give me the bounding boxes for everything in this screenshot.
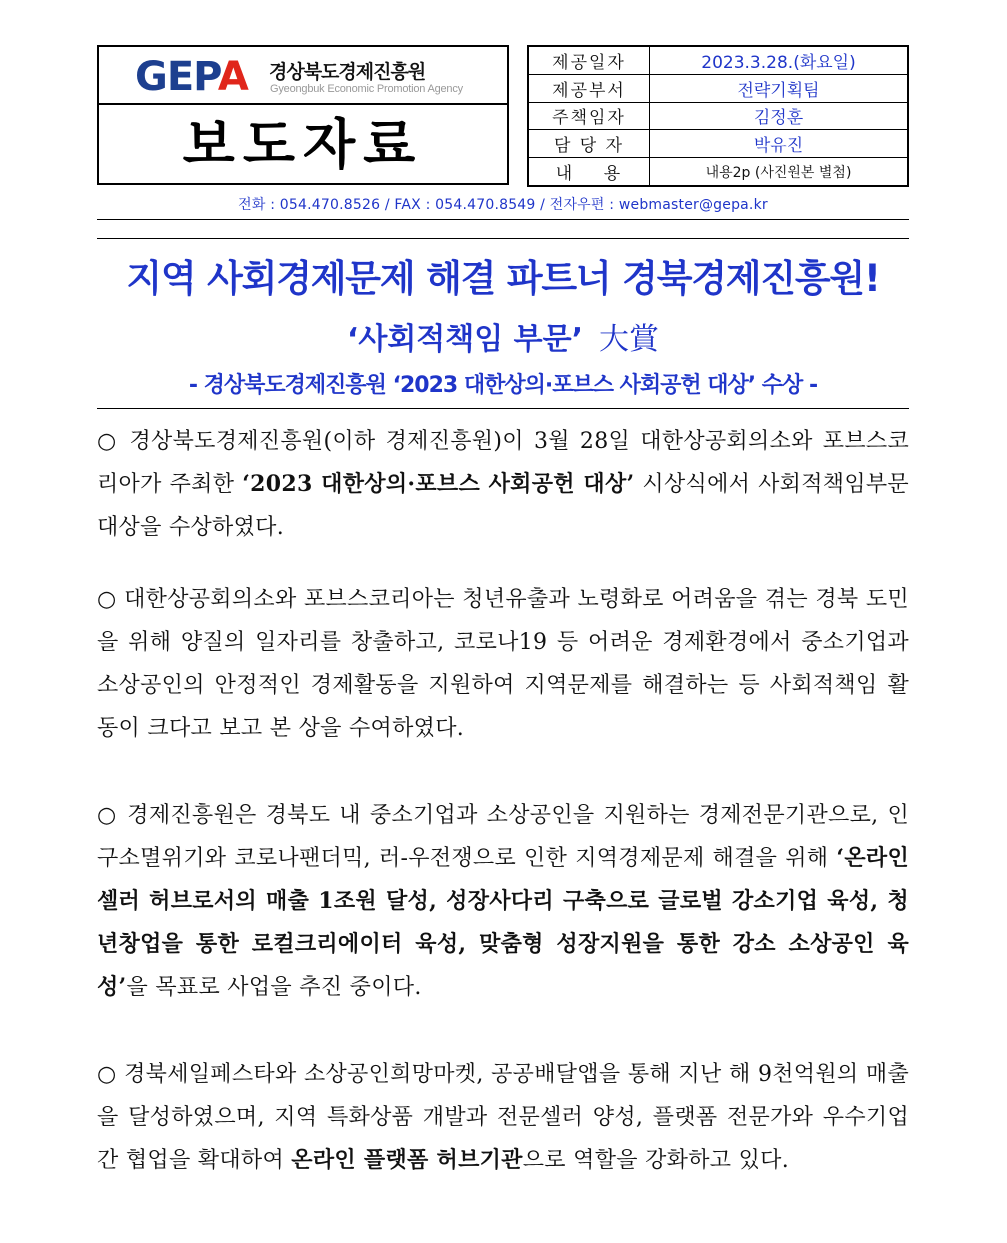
info-value: 전략기획팀 bbox=[650, 74, 909, 102]
info-row bbox=[528, 102, 908, 130]
info-row bbox=[528, 46, 908, 74]
info-value: 내용2p (사진원본 별첨) bbox=[650, 158, 909, 186]
info-key: 주책임자 bbox=[528, 102, 650, 130]
subheadline bbox=[97, 314, 909, 358]
body-paragraph bbox=[97, 420, 909, 549]
paragraph-text: 으로 역할을 강화하고 있다. bbox=[522, 1148, 789, 1173]
info-row bbox=[528, 130, 908, 158]
info-key: 제공부서 bbox=[528, 74, 650, 102]
info-value: 김정훈 bbox=[650, 102, 909, 130]
info-value: 2023.3.28.(화요일) bbox=[650, 46, 909, 74]
body-paragraph bbox=[97, 794, 909, 1009]
info-key: 담 당 자 bbox=[528, 130, 650, 158]
logo-area bbox=[99, 47, 507, 105]
gepa-logo: GEPA bbox=[135, 54, 248, 100]
logo-box bbox=[97, 45, 509, 185]
divider bbox=[97, 408, 909, 409]
tagline: - 경상북도경제진흥원 ‘2023 대한상의·포브스 사회공헌 대상’ 수상 - bbox=[188, 373, 818, 398]
release-info-table bbox=[527, 45, 909, 187]
paragraph-text: ○ 대한상공회의소와 포브스코리아는 청년유출과 노령화로 어려움을 겪는 경북 도민을 위해 양질의 일자리를 창출하고, 코로나19 등 어려운 경제환경에서 중소기업과 소상공인의 안정적인 경제활동을 지원하여 지역문제를 해결하는 등 사회적책임 활동이 크다고 보고 본 상을 수여하였다. bbox=[97, 587, 909, 741]
divider bbox=[97, 219, 909, 220]
info-row bbox=[528, 74, 908, 102]
paragraph-text: 을 목표로 사업을 추진 중이다. bbox=[126, 975, 422, 1000]
contact-line: 전화 : 054.470.8526 / FAX : 054.470.8549 / 전자우편 : webmaster@gepa.kr bbox=[238, 197, 768, 213]
divider bbox=[97, 238, 909, 239]
paragraph-text: ○ 경북세일페스타와 소상공인희망마켓, 공공배달앱을 통해 지난 해 9천억원의 매출을 달성하였으며, 지역 특화상품 개발과 전문셀러 양성, 플랫폼 전문가와 우수기업 간 협업을 확대하여 bbox=[97, 1062, 909, 1173]
headline: 지역 사회경제문제 해결 파트너 경북경제진흥원! bbox=[126, 257, 880, 300]
paragraph-text: ○ 경상북도경제진흥원(이하 경제진흥원)이 3월 28일 대한상공회의소와 포브스코리아가 주최한 bbox=[97, 429, 909, 497]
info-row bbox=[528, 158, 908, 186]
paragraph-emphasis: ‘온라인셀러 허브로서의 매출 1조원 달성, 성장사다리 구축으로 글로벌 강소기업 육성, 청년창업을 통한 로컬크리에이터 육성, 맞춤형 성장지원을 통한 강소 소상공인 육성’ bbox=[97, 845, 909, 1000]
paragraph-text: ○ 경제진흥원은 경북도 내 중소기업과 소상공인을 지원하는 경제전문기관으로, 인구소멸위기와 코로나팬더믹, 러-우전쟁으로 인한 지역경제문제 해결을 위해 bbox=[97, 803, 909, 871]
body-paragraph bbox=[97, 1053, 909, 1182]
paragraph-text: 시상식에서 사회적책임부문 대상을 수상하였다. bbox=[97, 472, 909, 540]
award-category: ‘사회적책임 부문’ bbox=[346, 322, 584, 357]
info-value: 박유진 bbox=[650, 130, 909, 158]
doc-type-title: 보도자료 bbox=[182, 113, 424, 176]
body-paragraph bbox=[97, 578, 909, 750]
award-grade: 大賞 bbox=[599, 322, 660, 357]
paragraph-emphasis: ‘2023 대한상의·포브스 사회공헌 대상’ bbox=[242, 471, 635, 497]
org-name-kr: 경상북도경제진흥원 bbox=[269, 61, 426, 83]
org-name-en: Gyeongbuk Economic Promotion Agency bbox=[270, 83, 463, 95]
press-header bbox=[97, 45, 909, 187]
info-key: 내 용 bbox=[528, 158, 650, 186]
paragraph-emphasis: 온라인 플랫폼 허브기관 bbox=[291, 1147, 523, 1173]
info-key: 제공일자 bbox=[528, 46, 650, 74]
